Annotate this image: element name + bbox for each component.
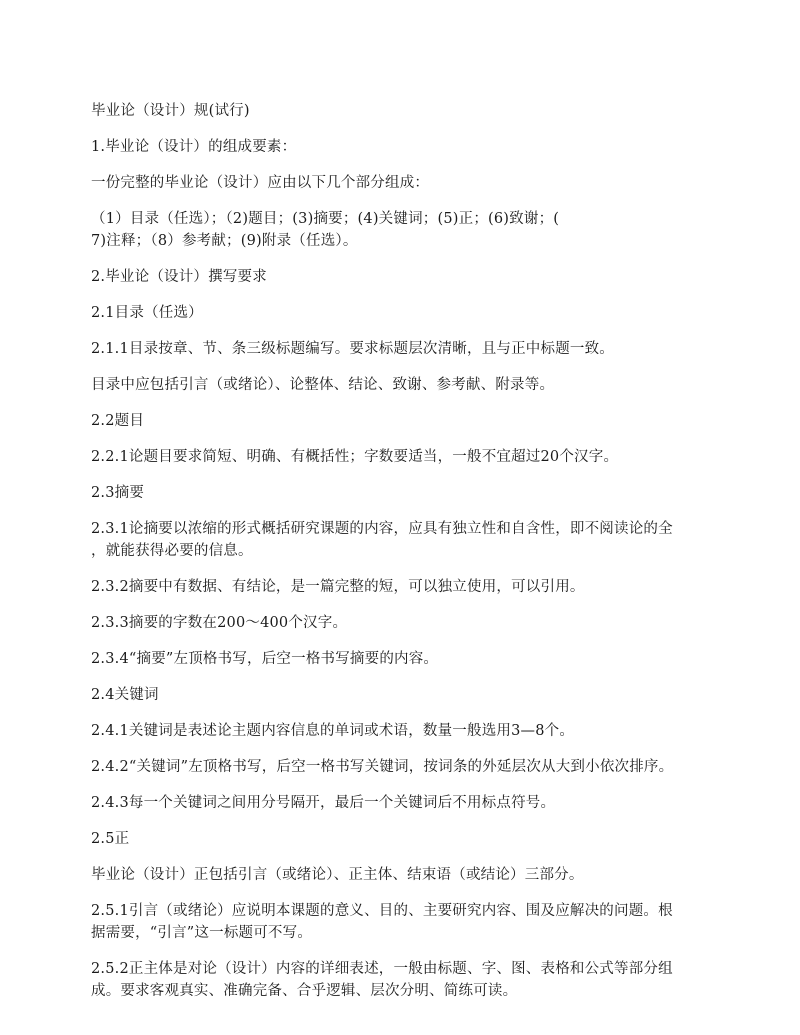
subsection-heading-2-3: 2.3摘要	[91, 485, 145, 501]
paragraph-2-3-1-line-2: ，就能获得必要的信息。	[91, 543, 253, 559]
paragraph-2-3-1	[91, 518, 716, 562]
paragraph-2-5-1	[91, 900, 716, 944]
paragraph-2-4-2: 2.4.2“关键词”左顶格书写，后空一格书写关键词，按词条的外延层次从大到小依次排序。	[91, 759, 674, 775]
paragraph-2-3-1-line-1: 2.3.1论摘要以浓缩的形式概括研究课题的内容，应具有独立性和自含性，即不阅读论的全	[91, 521, 673, 537]
paragraph-2-5-2	[91, 958, 716, 1002]
paragraph-2-2-1: 2.2.1论题目要求简短、明确、有概括性；字数要适当，一般不宜超过20个汉字。	[91, 449, 619, 465]
paragraph-2-1-1: 2.1.1目录按章、节、条三级标题编写。要求标题层次清晰，且与正中标题一致。	[91, 341, 614, 357]
composition-list-line-2: 7)注释；（8）参考献；(9)附录（任选）。	[91, 233, 358, 249]
subsection-heading-2-5: 2.5正	[91, 831, 130, 847]
subsection-heading-2-4: 2.4关键词	[91, 687, 159, 703]
paragraph-2-4-3: 2.4.3每一个关键词之间用分号隔开，最后一个关键词后不用标点符号。	[91, 795, 556, 811]
paragraph-composition-list	[91, 208, 716, 252]
document-title: 毕业论（设计）规(试行)	[91, 103, 250, 119]
section-heading-2: 2.毕业论（设计）撰写要求	[91, 269, 267, 285]
composition-list-line-1: （1）目录（任选）；（2)题目；(3)摘要；(4)关键词；(5)正；(6)致谢；(	[91, 211, 560, 227]
subsection-heading-2-2: 2.2题目	[91, 413, 145, 429]
paragraph-composition-intro: 一份完整的毕业论（设计）应由以下几个部分组成：	[91, 175, 430, 191]
paragraph-2-5-2-line-1: 2.5.2正主体是对论（设计）内容的详细表述，一般由标题、字、图、表格和公式等部分组	[91, 961, 673, 977]
paragraph-2-3-2: 2.3.2摘要中有数据、有结论，是一篇完整的短，可以独立使用，可以引用。	[91, 579, 585, 595]
section-heading-1: 1.毕业论（设计）的组成要素：	[91, 139, 297, 155]
paragraph-body-composition: 毕业论（设计）正包括引言（或绪论）、正主体、结束语（或结论）三部分。	[91, 867, 584, 883]
document-body	[91, 100, 716, 1016]
paragraph-2-3-3: 2.3.3摘要的字数在200～400个汉字。	[91, 615, 348, 631]
paragraph-2-5-1-line-1: 2.5.1引言（或绪论）应说明本课题的意义、目的、主要研究内容、围及应解决的问题。根	[91, 903, 673, 919]
paragraph-2-3-4: 2.3.4“摘要”左顶格书写，后空一格书写摘要的内容。	[91, 651, 439, 667]
subsection-heading-2-1: 2.1目录（任选）	[91, 305, 203, 321]
paragraph-2-5-2-line-2: 成。要求客观真实、准确完备、合乎逻辑、层次分明、简练可读。	[91, 983, 518, 999]
paragraph-2-4-1: 2.4.1关键词是表述论主题内容信息的单词或术语，数量一般选用3—8个。	[91, 723, 575, 739]
paragraph-toc-contents: 目录中应包括引言（或绪论）、论整体、结论、致谢、参考献、附录等。	[91, 377, 555, 393]
paragraph-2-5-1-line-2: 据需要，“引言”这一标题可不写。	[91, 925, 313, 941]
